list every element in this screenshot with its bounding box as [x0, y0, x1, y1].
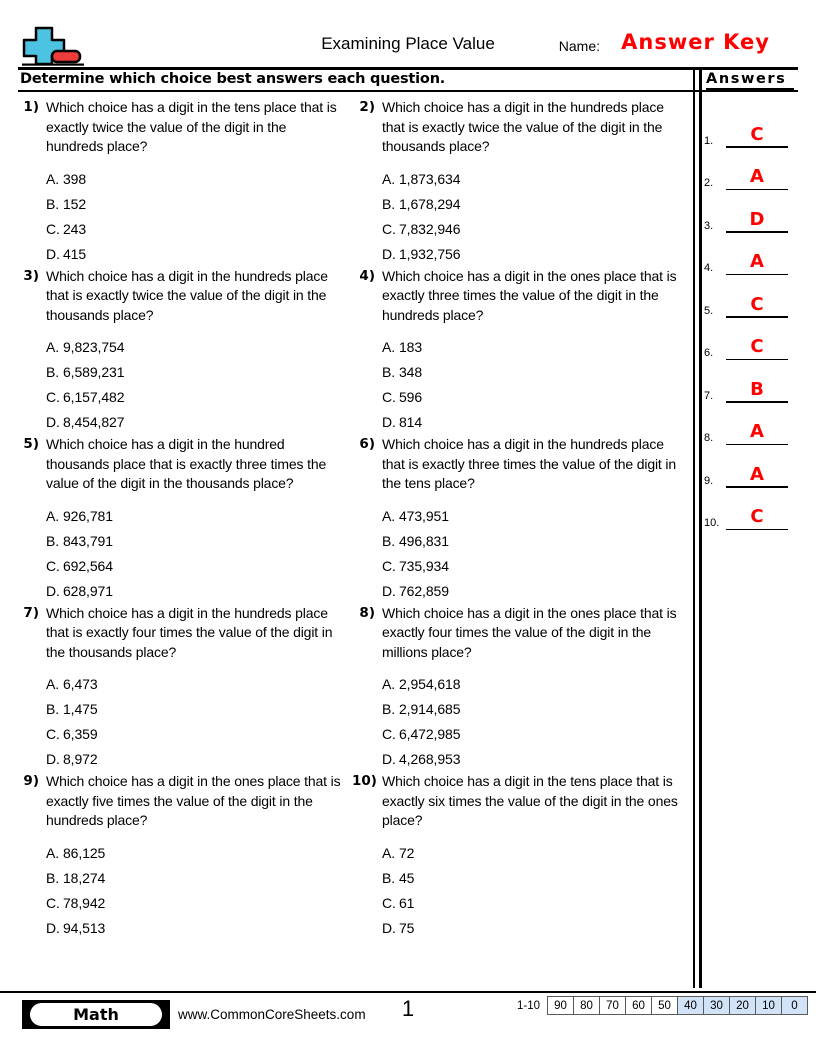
answer-choice-label: B. — [46, 195, 60, 212]
question-item — [16, 772, 352, 941]
instruction-divider — [18, 90, 798, 92]
answer-row-number: 1. — [704, 134, 714, 147]
page-title: Examining Place Value — [321, 34, 495, 53]
answer-row-number: 2. — [704, 177, 714, 189]
answer-row-value: C — [750, 123, 764, 145]
question-text: Which choice has a digit in the hundreds place that is exactly twice the value of the digit in the thousands place? — [46, 267, 328, 323]
answer-choice[interactable] — [46, 747, 344, 772]
answer-choice[interactable] — [46, 385, 344, 410]
question-text: Which choice has a digit in the tens place that is exactly six times the value of the digit in the ones place? — [382, 773, 678, 828]
answer-row — [704, 452, 804, 495]
question-number: 1) — [23, 99, 39, 115]
answer-choice[interactable] — [382, 242, 680, 267]
answer-row-number: 8. — [704, 432, 714, 444]
answer-choice-label: A. — [382, 170, 396, 187]
answer-choices — [46, 504, 344, 604]
answer-row-line — [726, 486, 788, 488]
answer-row-value: D — [749, 208, 765, 230]
question-text: Which choice has a digit in the ones place that is exactly four times the value of the digit in the millions place? — [382, 604, 677, 660]
question-number: 5) — [23, 436, 39, 452]
question-item — [16, 267, 352, 436]
answer-row-value: A — [750, 421, 764, 442]
answer-choice-label: D. — [382, 919, 396, 936]
answer-choice-value: 2,914,685 — [399, 701, 461, 717]
answer-choice[interactable] — [46, 504, 344, 529]
answers-panel-divider-thick — [699, 68, 702, 988]
answer-row-number: 6. — [704, 347, 714, 359]
answer-choice[interactable] — [382, 192, 680, 217]
answer-choice-value: 348 — [399, 364, 423, 380]
answer-row-line — [726, 529, 788, 531]
answer-choice[interactable] — [382, 554, 680, 579]
score-scale-cell: 70 — [600, 997, 626, 1014]
answer-choice-label: D. — [46, 919, 60, 936]
answer-choice-value: 18,274 — [63, 869, 106, 886]
question-body — [382, 435, 680, 604]
question-body — [46, 772, 344, 941]
question-body — [46, 435, 344, 604]
answer-choice-value: 78,942 — [63, 894, 106, 911]
answer-choice-value: 6,359 — [63, 726, 98, 742]
question-item — [352, 98, 688, 267]
answer-row-number: 7. — [704, 389, 714, 402]
answer-choices — [46, 672, 344, 772]
answer-choice[interactable] — [46, 891, 344, 916]
answer-choice[interactable] — [382, 916, 680, 941]
question-item — [352, 435, 688, 604]
score-scale-cell: 80 — [574, 997, 600, 1014]
answer-choice-label: B. — [382, 701, 396, 717]
answer-row — [704, 410, 804, 453]
answer-row-line — [726, 231, 788, 233]
answer-row-line — [726, 359, 788, 361]
answer-choice[interactable] — [46, 672, 344, 697]
answer-choice-label: B. — [382, 532, 396, 549]
answer-choice-value: 596 — [399, 389, 423, 405]
answer-choice-value: 496,831 — [399, 532, 449, 549]
answer-row-number: 3. — [704, 219, 714, 232]
answer-choice-value: 243 — [63, 220, 87, 237]
answer-choice-label: A. — [382, 339, 396, 355]
name-value: Answer Key — [621, 30, 770, 54]
answer-choice-label: D. — [382, 245, 396, 262]
answer-choice[interactable] — [46, 335, 344, 360]
question-number: 7) — [23, 604, 39, 621]
answer-choice[interactable] — [46, 554, 344, 579]
answer-choice-value: 473,951 — [399, 507, 449, 524]
question-row — [16, 267, 688, 436]
answers-panel-title: Answers — [706, 71, 794, 90]
answer-choice-value: 75 — [399, 919, 415, 936]
question-number: 4) — [359, 267, 375, 284]
answer-choice-value: 6,472,985 — [399, 726, 461, 742]
question-number: 3) — [23, 267, 39, 284]
question-item — [352, 604, 688, 773]
answer-choice-label: C. — [382, 726, 396, 742]
answer-choices — [382, 167, 680, 267]
answer-choice-label: A. — [46, 507, 60, 524]
question-text: Which choice has a digit in the hundreds place that is exactly twice the value of the digit in the thousands place? — [382, 99, 664, 154]
question-body — [46, 98, 344, 267]
answer-choices — [46, 335, 344, 435]
instruction-text: Determine which choice best answers each question. — [20, 71, 446, 87]
footer-divider — [0, 991, 816, 993]
answer-choice[interactable] — [46, 916, 344, 941]
answer-choice-label: C. — [46, 220, 60, 237]
answer-choice[interactable] — [382, 360, 680, 385]
answers-list — [704, 112, 804, 537]
answer-choice[interactable] — [46, 841, 344, 866]
answer-choice[interactable] — [382, 167, 680, 192]
page-number: 1 — [401, 996, 415, 1021]
answer-choice-label: B. — [46, 701, 60, 717]
answer-row-line — [726, 146, 788, 148]
answer-choice-value: 61 — [399, 894, 415, 911]
answer-choice-label: B. — [382, 364, 396, 380]
answer-choice[interactable] — [382, 529, 680, 554]
answer-choice-label: C. — [382, 894, 396, 911]
answer-row — [704, 155, 804, 198]
answer-choice-value: 735,934 — [399, 557, 449, 574]
score-scale-cell: 90 — [548, 997, 574, 1014]
question-item — [16, 604, 352, 773]
answer-choice-label: C. — [382, 220, 396, 237]
answer-choice[interactable] — [382, 504, 680, 529]
answer-choice-value: 628,971 — [63, 582, 113, 599]
answer-row-line — [726, 444, 788, 446]
answer-choice-label: D. — [382, 414, 396, 430]
answer-choice-value: 2,954,618 — [399, 676, 461, 692]
answer-row-number: 10. — [704, 517, 720, 529]
question-item — [352, 772, 688, 941]
answer-choice[interactable] — [382, 722, 680, 747]
answers-panel-divider-thin — [693, 68, 695, 988]
answer-choice-label: A. — [46, 339, 60, 355]
answer-choices — [46, 167, 344, 267]
name-label: Name: — [558, 38, 600, 54]
question-item — [16, 435, 352, 604]
answer-choice-value: 1,475 — [63, 701, 98, 717]
answer-choice-value: 1,873,634 — [399, 170, 461, 187]
answer-row-value: A — [750, 166, 764, 187]
answer-choice[interactable] — [46, 360, 344, 385]
answer-choices — [382, 841, 680, 941]
question-row — [16, 772, 688, 941]
answer-choice[interactable] — [46, 579, 344, 604]
score-scale-label: 1-10 — [516, 999, 540, 1012]
answer-choice-label: C. — [46, 726, 60, 742]
answer-choice[interactable] — [382, 697, 680, 722]
site-url: www.CommonCoreSheets.com — [178, 1007, 366, 1022]
answer-choice-value: 7,832,946 — [399, 220, 461, 237]
answer-choice-label: B. — [46, 364, 60, 380]
answer-choice-label: C. — [46, 894, 60, 911]
answer-choice-value: 814 — [399, 414, 423, 430]
answer-choice-label: C. — [382, 557, 396, 574]
answer-choice[interactable] — [46, 722, 344, 747]
answer-choice-label: C. — [46, 389, 60, 405]
question-row — [16, 604, 688, 773]
answer-choice-label: B. — [382, 869, 396, 886]
answer-row-value: C — [750, 293, 764, 315]
question-body — [46, 604, 344, 773]
question-row — [16, 98, 688, 267]
question-item — [352, 267, 688, 436]
answer-choice-value: 762,859 — [399, 582, 449, 599]
answer-choice-label: D. — [46, 751, 60, 767]
score-scale-cell: 40 — [678, 997, 704, 1014]
question-body — [382, 772, 680, 941]
question-item — [16, 98, 352, 267]
question-body — [382, 98, 680, 267]
answer-choice[interactable] — [382, 335, 680, 360]
question-number: 8) — [359, 604, 375, 621]
score-scale-cell: 0 — [782, 997, 807, 1014]
answer-choice-label: B. — [46, 532, 60, 549]
answer-choice-value: 183 — [399, 339, 423, 355]
answer-choice[interactable] — [382, 866, 680, 891]
score-scale-cells — [547, 996, 808, 1015]
question-number: 6) — [359, 436, 375, 452]
answer-choice-value: 86,125 — [63, 844, 106, 861]
answer-row — [704, 112, 804, 155]
answer-row-value: A — [750, 463, 764, 485]
question-text: Which choice has a digit in the tens place that is exactly twice the value of the digit in the hundreds place? — [46, 99, 337, 154]
question-text: Which choice has a digit in the hundred thousands place that is exactly three times the value of the digit in the thousands place? — [46, 436, 327, 491]
answer-choice-value: 152 — [63, 195, 87, 212]
question-number: 9) — [23, 773, 39, 789]
answer-choice-label: D. — [46, 414, 60, 430]
question-body — [46, 267, 344, 436]
question-text: Which choice has a digit in the ones place that is exactly five times the value of the digit in the hundreds place? — [46, 773, 341, 828]
answer-choice-label: A. — [382, 507, 396, 524]
answer-choice-value: 6,473 — [63, 676, 98, 692]
score-scale — [517, 996, 808, 1015]
answer-choice-value: 45 — [399, 869, 415, 886]
answer-choice[interactable] — [46, 217, 344, 242]
question-body — [382, 267, 680, 436]
page-header — [18, 24, 798, 68]
question-number: 2) — [359, 99, 375, 115]
answer-choice-value: 94,513 — [63, 919, 106, 936]
answer-row-line — [726, 274, 788, 276]
answer-choice-label: A. — [382, 676, 396, 692]
answer-choice-value: 692,564 — [63, 557, 113, 574]
answer-row-number: 4. — [704, 262, 714, 274]
answer-row — [704, 495, 804, 538]
answer-row — [704, 325, 804, 368]
answer-choice-value: 1,932,756 — [399, 245, 461, 262]
answer-choices — [46, 841, 344, 941]
answer-row-value: C — [750, 506, 764, 527]
answer-choice-label: A. — [46, 170, 60, 187]
answer-choices — [382, 672, 680, 772]
questions-grid — [16, 98, 688, 941]
answer-choices — [382, 335, 680, 435]
question-row — [16, 435, 688, 604]
answer-choice[interactable] — [382, 217, 680, 242]
answer-choice-value: 1,678,294 — [399, 195, 461, 212]
answer-choice-label: D. — [382, 582, 396, 599]
answer-row-number: 5. — [704, 304, 714, 317]
question-text: Which choice has a digit in the hundreds place that is exactly three times the value of the digit in the tens place? — [382, 436, 676, 491]
question-text: Which choice has a digit in the ones place that is exactly three times the value of the digit in the hundreds place? — [382, 267, 677, 323]
answer-choice[interactable] — [382, 385, 680, 410]
answer-row-value: C — [750, 336, 764, 357]
answer-choice[interactable] — [46, 866, 344, 891]
subject-badge-label: Math — [30, 1003, 162, 1026]
answer-choice-value: 72 — [399, 844, 415, 861]
answer-choice-value: 8,454,827 — [63, 414, 125, 430]
answer-choice-value: 843,791 — [63, 532, 113, 549]
answer-row-value: B — [750, 378, 764, 400]
answer-row — [704, 197, 804, 240]
answer-choice-label: B. — [46, 869, 60, 886]
question-text: Which choice has a digit in the hundreds place that is exactly four times the value of the digit in the thousands place? — [46, 604, 333, 660]
score-scale-cell: 10 — [756, 997, 782, 1014]
answer-row-value: A — [750, 251, 764, 272]
answer-choice[interactable] — [46, 167, 344, 192]
answer-choices — [382, 504, 680, 604]
answer-choice-label: D. — [46, 245, 60, 262]
answer-choice[interactable] — [382, 747, 680, 772]
answer-choice-value: 8,972 — [63, 751, 98, 767]
question-body — [382, 604, 680, 773]
answer-choice[interactable] — [46, 697, 344, 722]
answer-choice-label: B. — [382, 195, 396, 212]
score-scale-cell: 30 — [704, 997, 730, 1014]
answer-row-line — [726, 316, 788, 318]
answer-choice-value: 926,781 — [63, 507, 113, 524]
answer-choice[interactable] — [46, 529, 344, 554]
answer-choice[interactable] — [382, 672, 680, 697]
answer-row-number: 9. — [704, 474, 714, 487]
answer-choice[interactable] — [382, 891, 680, 916]
answer-row — [704, 367, 804, 410]
answer-choice[interactable] — [382, 410, 680, 435]
answer-choice-label: C. — [382, 389, 396, 405]
answer-choice-value: 6,589,231 — [63, 364, 125, 380]
question-number: 10) — [352, 773, 377, 789]
answer-choice-value: 4,268,953 — [399, 751, 461, 767]
score-scale-cell: 60 — [626, 997, 652, 1014]
answer-choice-label: A. — [46, 844, 60, 861]
answer-choice[interactable] — [382, 841, 680, 866]
score-scale-cell: 50 — [652, 997, 678, 1014]
answer-row-line — [726, 401, 788, 403]
answer-choice-label: A. — [46, 676, 60, 692]
answer-choice-value: 9,823,754 — [63, 339, 125, 355]
header-divider — [18, 67, 798, 70]
answer-choice-label: D. — [46, 582, 60, 599]
answer-choice-label: A. — [382, 844, 396, 861]
answer-choice[interactable] — [382, 579, 680, 604]
answer-row — [704, 282, 804, 325]
answer-choice-value: 6,157,482 — [63, 389, 125, 405]
answer-choice[interactable] — [46, 242, 344, 267]
answer-choice[interactable] — [46, 410, 344, 435]
answer-row-line — [726, 189, 788, 191]
score-scale-cell: 20 — [730, 997, 756, 1014]
answer-choice-label: C. — [46, 557, 60, 574]
answer-choice-value: 398 — [63, 170, 87, 187]
answer-row — [704, 240, 804, 283]
answer-choice[interactable] — [46, 192, 344, 217]
answer-choice-label: D. — [382, 751, 396, 767]
answer-choice-value: 415 — [63, 245, 87, 262]
